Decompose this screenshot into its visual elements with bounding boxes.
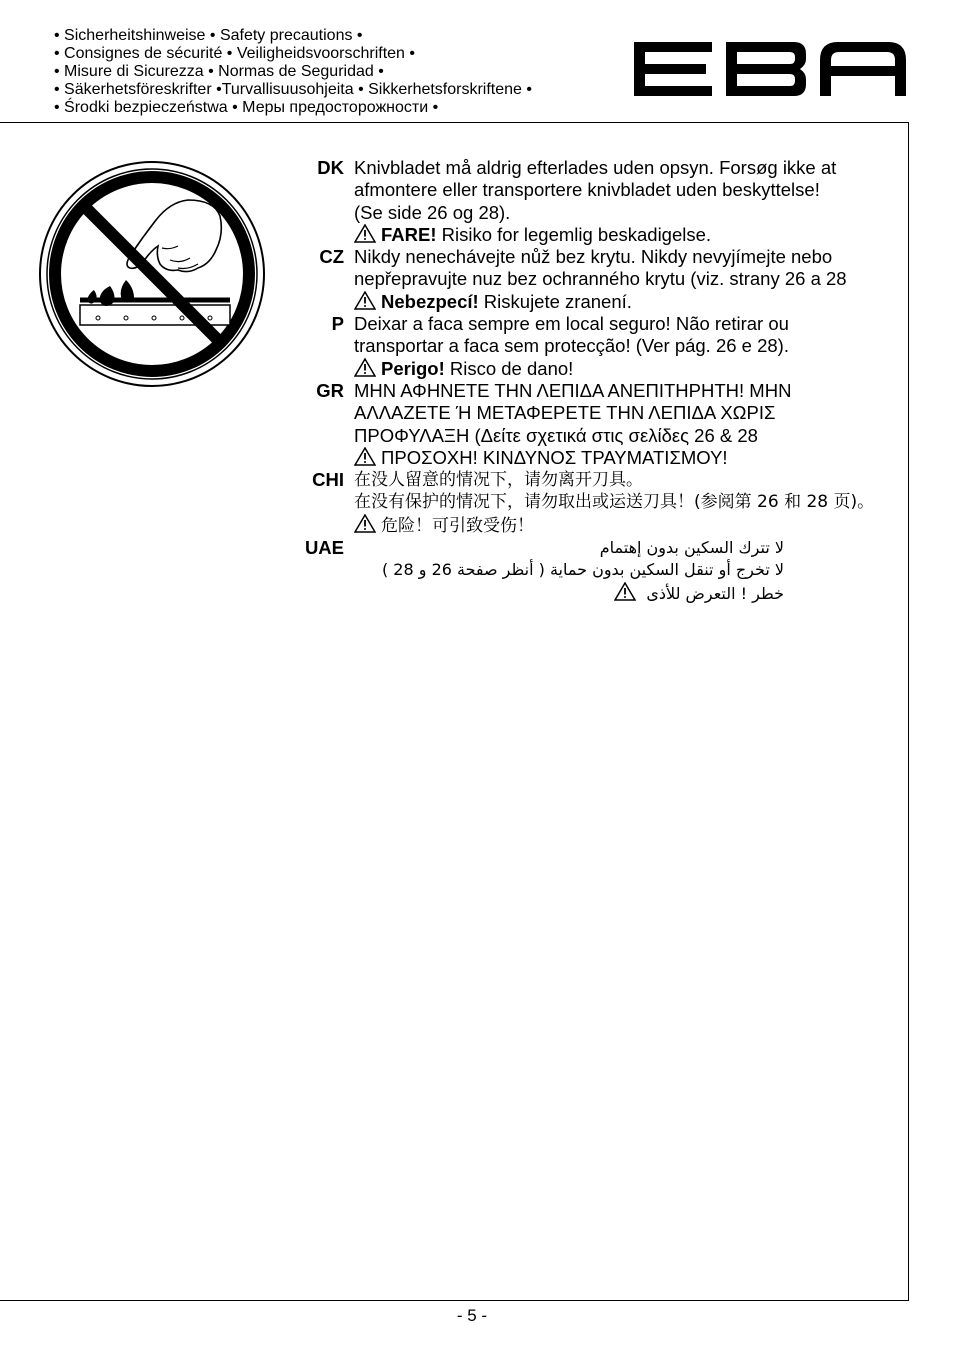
warning-text: ΠΡΟΣΟΧΗ! ΚΙΝΔΥΝΟΣ ΤΡΑΥΜΑΤΙΣΜΟΥ! xyxy=(381,446,728,468)
warning-triangle-icon xyxy=(354,514,376,533)
warning-line xyxy=(354,358,905,380)
warning-word: Nebezpecí! xyxy=(381,290,479,312)
header-line: • Sicherheitshinweise • Safety precautions • xyxy=(54,27,363,44)
text-line: ΑΛΛΑΖΕΤΕ Ή ΜΕΤΑΦΕΡΕΤΕ ΤΗΝ ΛΕΠΙΔΑ ΧΩΡΙΣ xyxy=(354,402,776,424)
warning-line xyxy=(354,582,784,605)
warning-text: Riskujete zranení. xyxy=(478,290,632,312)
frame-right-rule xyxy=(908,122,909,1300)
text-line: Deixar a faca sempre em local seguro! Não retirar ou xyxy=(354,313,789,335)
section-uae xyxy=(300,537,905,605)
text-line: ΜΗΝ ΑΦΗΝΕΤΕ ΤΗΝ ΛΕΠΙΔΑ ΑΝΕΠΙΤΗΡΗΤΗ! ΜΗΝ xyxy=(354,379,792,401)
text-line: ΠΡΟΦΥΛΑΞΗ (Δείτε σχετικά στις σελίδες 26 & 28 xyxy=(354,424,758,446)
text-line: (Se side 26 og 28). xyxy=(354,201,511,223)
warning-text: Risiko for legemlig beskadigelse. xyxy=(436,223,712,245)
section-gr xyxy=(300,380,905,469)
warning-triangle-icon xyxy=(354,358,376,377)
warning-word: FARE! xyxy=(381,223,437,245)
header-line: • Säkerhetsföreskrifter •Turvallisuusohjeita • Sikkerhetsforskriftene • xyxy=(54,81,532,98)
warning-triangle-icon xyxy=(354,224,376,243)
warning-triangle-icon xyxy=(354,447,376,466)
warning-text: Risco de dano! xyxy=(444,357,574,379)
text-line: لا تترك السكين بدون إهتمام xyxy=(599,538,784,558)
text-line: Nikdy nenechávejte nůž bez krytu. Nikdy nevyjímejte nebo xyxy=(354,246,833,268)
language-code: GR xyxy=(316,379,344,401)
text-line: 在没有保护的情况下，请勿取出或运送刀具！(参阅第 26 和 28 页)。 xyxy=(354,492,875,513)
header-safety-title-list xyxy=(54,27,634,117)
warning-line xyxy=(354,224,905,246)
multilingual-warning-list xyxy=(300,157,905,605)
text-line: 在没人留意的情况下，请勿离开刀具。 xyxy=(354,470,643,491)
warning-line xyxy=(354,291,905,313)
frame-bottom-rule xyxy=(0,1300,909,1301)
warning-text: خطر ! التعرض للأذى xyxy=(646,583,784,603)
section-dk xyxy=(300,157,905,246)
warning-triangle-icon xyxy=(614,582,636,601)
header-line: • Misure di Sicurezza • Normas de Seguridad • xyxy=(54,63,384,80)
language-code: UAE xyxy=(304,537,344,559)
section-cz xyxy=(300,246,905,313)
header-line: • Consignes de sécurité • Veiligheidsvoorschriften • xyxy=(54,45,415,62)
text-line: transportar a faca sem protecção! (Ver pág. 26 e 28). xyxy=(354,335,789,357)
page-number: - 5 - xyxy=(456,1306,488,1325)
language-code: P xyxy=(331,313,344,335)
header-line: • Środki bezpieczeństwa • Меры предосторожности • xyxy=(54,99,439,116)
warning-line xyxy=(354,447,905,469)
warning-triangle-icon xyxy=(354,291,376,310)
text-line: Knivbladet må aldrig efterlades uden opsyn. Forsøg ikke at xyxy=(354,157,837,178)
text-line: لا تخرج أو تنقل السكين بدون حماية ( أنظر صفحة 26 و 28 ) xyxy=(381,560,784,580)
language-code: DK xyxy=(317,157,344,178)
warning-word: Perigo! xyxy=(381,357,445,379)
frame-top-rule xyxy=(0,122,909,123)
section-p xyxy=(300,313,905,380)
warning-line xyxy=(354,514,905,537)
language-code: CZ xyxy=(319,246,344,268)
eba-logo xyxy=(634,42,906,96)
text-line: afmontere eller transportere knivbladet uden beskyttelse! xyxy=(354,179,820,201)
section-chi xyxy=(300,469,905,537)
text-line: nepřepravujte nuz bez ochranného krytu (viz. strany 26 a 28 xyxy=(354,268,847,290)
prohibition-sign-icon xyxy=(38,160,266,388)
language-code: CHI xyxy=(312,469,344,491)
warning-text: 危险！可引致受伤！ xyxy=(381,515,534,536)
